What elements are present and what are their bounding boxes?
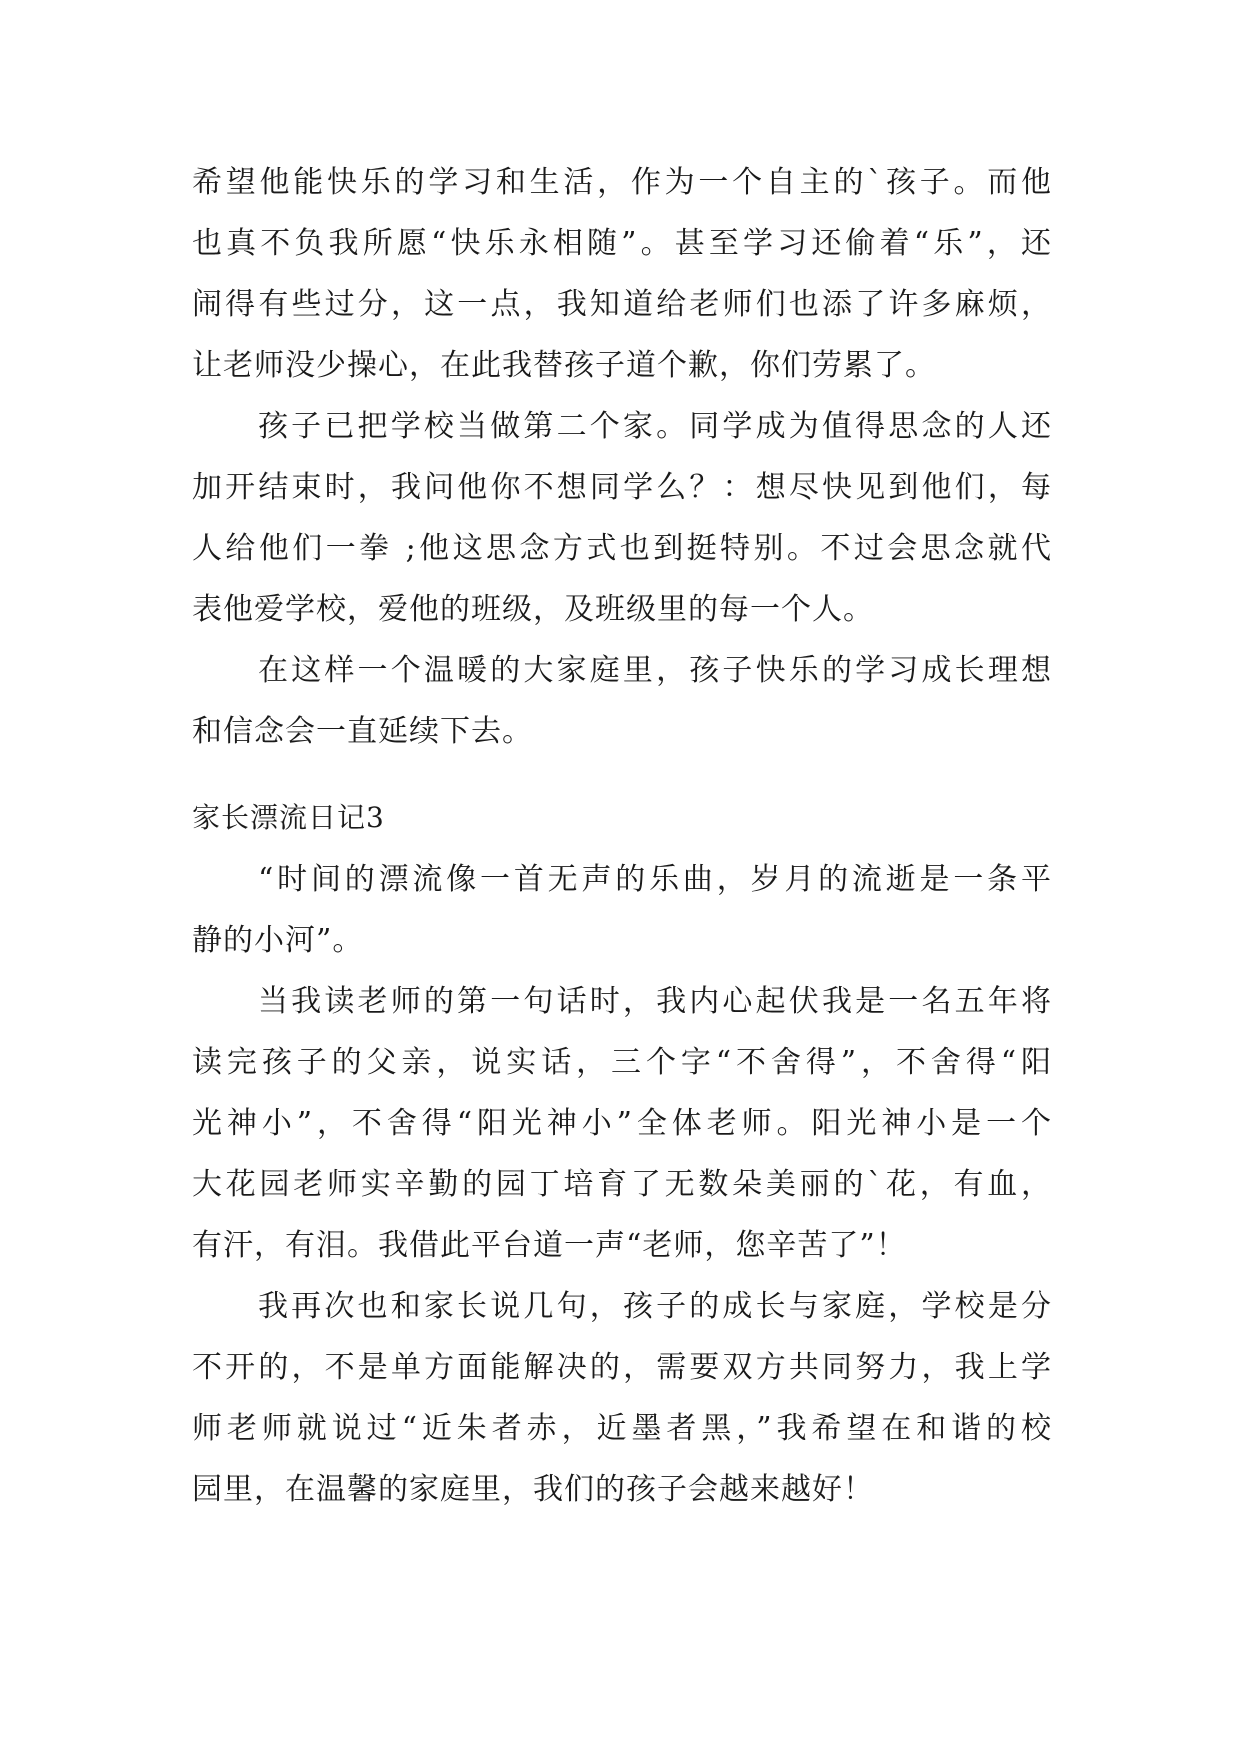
paragraph-line: 有汗，有泪。我借此平台道一声“老师，您辛苦了”！ (192, 1228, 907, 1263)
paragraph-line: 在这样一个温暖的大家庭里，孩子快乐的学习成长理想 (258, 653, 1052, 688)
paragraph-line: 表他爱学校，爱他的班级，及班级里的每一个人。 (192, 592, 874, 627)
paragraph-line: 我再次也和家长说几句，孩子的成长与家庭，学校是分 (258, 1289, 1052, 1324)
paragraph-1 (192, 152, 1052, 396)
paragraph-line: 不开的，不是单方面能解决的，需要双方共同努力，我上学 (192, 1350, 1052, 1385)
paragraph-line: 也真不负我所愿“快乐永相随”。甚至学习还偷着“乐”，还 (192, 226, 1052, 261)
paragraph-line: 光神小”，不舍得“阳光神小”全体老师。阳光神小是一个 (192, 1106, 1052, 1141)
paragraph-line: 希望他能快乐的学习和生活，作为一个自主的`孩子。而他 (192, 165, 1052, 200)
section-heading: 家长漂流日记3 (192, 801, 385, 834)
paragraph-line: 园里，在温馨的家庭里，我们的孩子会越来越好！ (192, 1472, 874, 1507)
paragraph-line: 师老师就说过“近朱者赤，近墨者黑，”我希望在和谐的校 (192, 1411, 1052, 1446)
paragraph-line: 读完孩子的父亲，说实话，三个字“不舍得”，不舍得“阳 (192, 1045, 1052, 1080)
paragraph-line: 当我读老师的第一句话时，我内心起伏我是一名五年将 (258, 984, 1052, 1019)
paragraph-line: 人给他们一拳 ;他这思念方式也到挺特别。不过会思念就代 (192, 531, 1052, 566)
paragraph-line: 闹得有些过分，这一点，我知道给老师们也添了许多麻烦， (192, 287, 1052, 322)
paragraph-line: 让老师没少操心，在此我替孩子道个歉，你们劳累了。 (192, 348, 936, 383)
paragraph-6 (192, 1276, 1052, 1520)
paragraph-line: 和信念会一直延续下去。 (192, 714, 533, 749)
paragraph-line: 加开结束时，我问他你不想同学么？：想尽快见到他们，每 (192, 470, 1052, 505)
paragraph-line: 静的小河”。 (192, 923, 364, 958)
paragraph-5 (192, 971, 1052, 1276)
paragraph-2 (192, 396, 1052, 640)
paragraph-line: “时间的漂流像一首无声的乐曲，岁月的流逝是一条平 (258, 862, 1052, 897)
paragraph-line: 大花园老师实辛勤的园丁培育了无数朵美丽的`花，有血， (192, 1167, 1052, 1202)
paragraph-line: 孩子已把学校当做第二个家。同学成为值得思念的人还 (258, 409, 1052, 444)
paragraph-3 (192, 640, 1052, 762)
paragraph-4 (192, 849, 1052, 971)
